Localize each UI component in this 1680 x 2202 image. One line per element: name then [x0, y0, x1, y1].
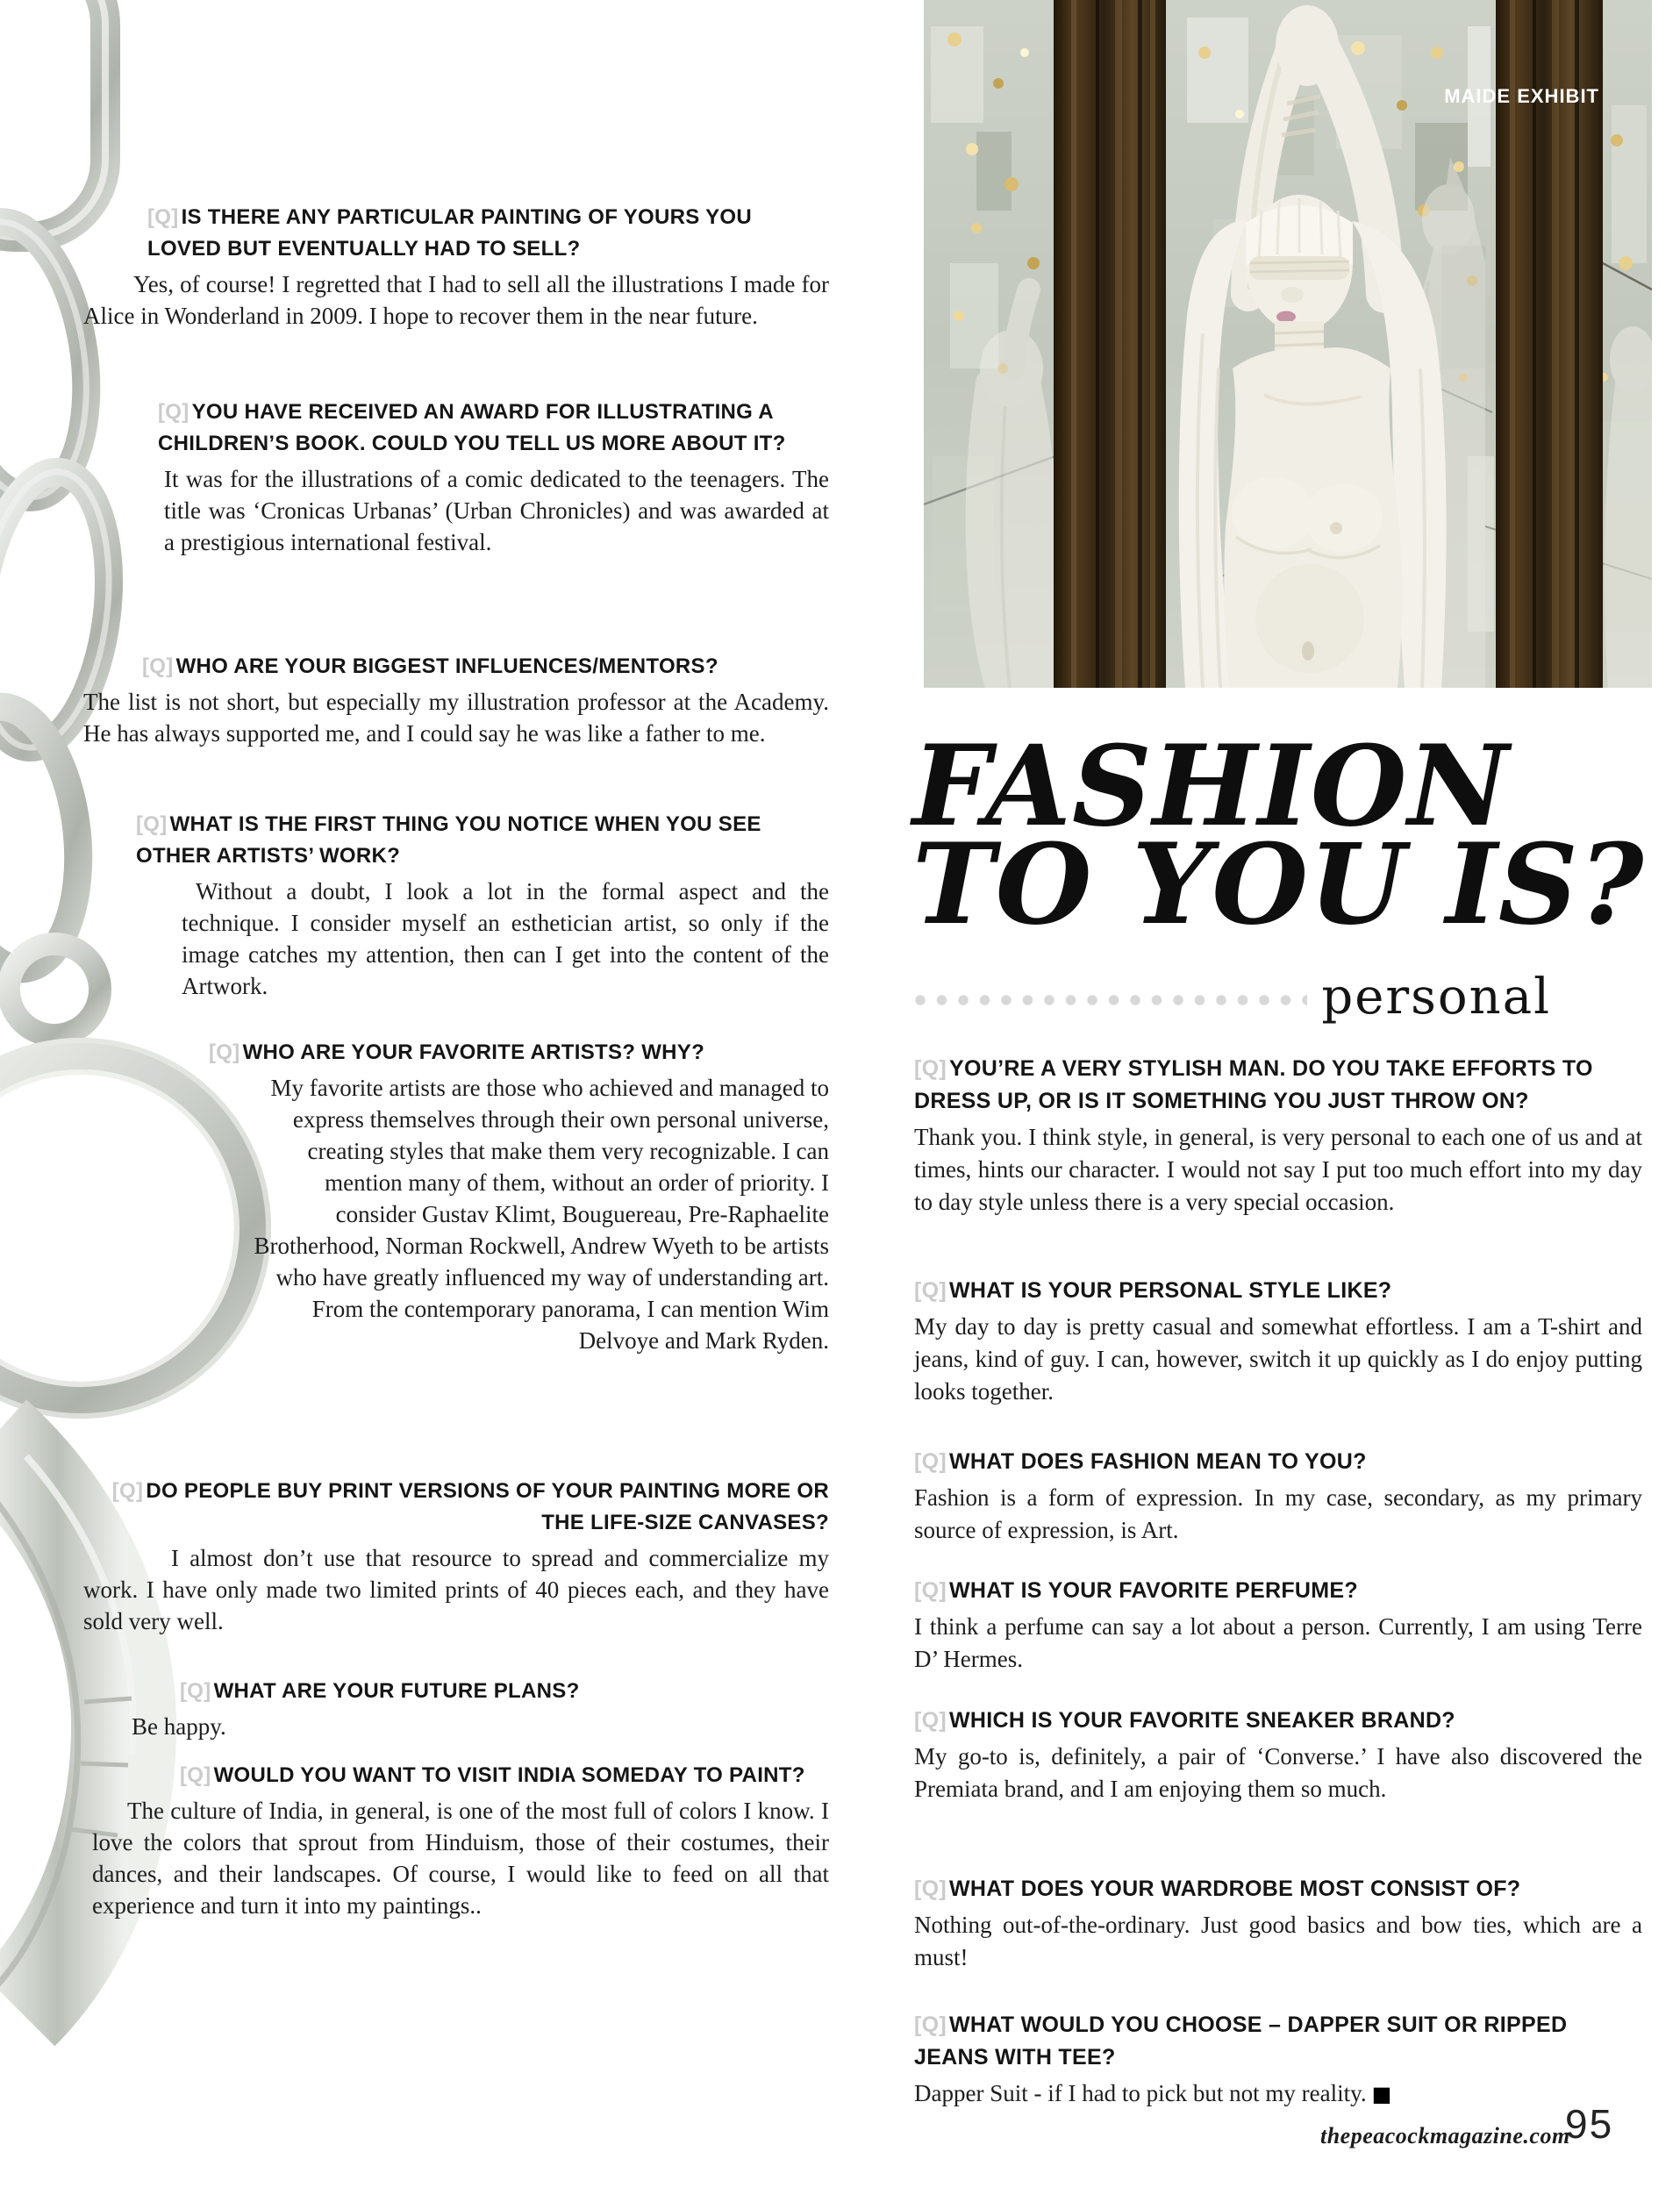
question [83, 1476, 829, 1539]
question [914, 1053, 1642, 1118]
question-text: WHAT DOES FASHION MEAN TO YOU? [949, 1449, 1367, 1474]
question-text: WHAT IS YOUR PERSONAL STYLE LIKE? [949, 1278, 1392, 1303]
qa-block [83, 809, 829, 1002]
photo-caption-label: MAIDE EXHIBIT [1444, 85, 1599, 107]
end-of-article-mark: ■ [1371, 2082, 1392, 2106]
question-text: WHAT DOES YOUR WARDROBE MOST CONSIST OF? [949, 1877, 1521, 1901]
question [147, 202, 829, 265]
q-marker: [Q] [914, 1278, 947, 1303]
q-marker: [Q] [147, 205, 179, 229]
exhibit-photo [924, 0, 1652, 688]
q-marker: [Q] [136, 812, 168, 836]
answer: My favorite artists are those who achieved and managed to express themselves through their own personal universe, creating styles that make them very recognizable. I can mention many of them, without an order of priority. I consider Gustav Klimt, Bouguereau, Pre-Raphaelite Brotherhood, Norman Rockwell, Andrew Wyeth to be artists who have greatly influenced my way of understanding art. From the contemporary panorama, I can mention Wim Delvoye and Mark Ryden. [254, 1075, 829, 1354]
answer [914, 2077, 1642, 2111]
answer: The list is not short, but especially my illustration professor at the Academy. He has always supported me, and I could say he was like a father to me. [83, 689, 829, 747]
qa-block [914, 1705, 1642, 1805]
question [180, 1676, 829, 1707]
q-marker: [Q] [914, 1708, 947, 1733]
question-text: WHAT IS YOUR FAVORITE PERFUME? [949, 1578, 1358, 1603]
q-marker: [Q] [914, 1578, 947, 1603]
question-text: YOU HAVE RECEIVED AN AWARD FOR ILLUSTRATING A CHILDREN’S BOOK. COULD YOU TELL US MORE ABOUT IT? [158, 400, 786, 455]
question [914, 1705, 1642, 1737]
answer: The culture of India, in general, is one of the most full of colors I know. I love the colors that sprout from Hinduism, those of their costumes, their dances, and their landscapes. Of course, I would like to feed on all that experience and turn it into my paintings.. [92, 1798, 829, 1919]
question-text: WHO ARE YOUR BIGGEST INFLUENCES/MENTORS? [175, 654, 718, 678]
answer: Without a doubt, I look a lot in the formal aspect and the technique. I consider myself an esthetician artist, so only if the image catches my attention, then can I get into the content of the Artwork. [182, 878, 829, 999]
qa-block [83, 202, 829, 332]
answer: Thank you. I think style, in general, is very personal to each one of us and at times, hints our character. I would not say I put too much effort into my day to day style unless there is a very special occasion. [914, 1124, 1642, 1215]
dotted-leader [914, 994, 1307, 1006]
answer: Nothing out-of-the-ordinary. Just good basics and bow ties, which are a must! [914, 1912, 1642, 1970]
headline-line1: FASHION [912, 721, 1510, 851]
question [914, 1275, 1642, 1307]
question [914, 1575, 1642, 1607]
question [914, 1873, 1642, 1905]
qa-block [914, 1575, 1642, 1676]
answer: I almost don’t use that resource to spread and commercialize my work. I have only made two limited prints of 40 pieces each, and they have sold very well. [83, 1545, 829, 1634]
answer-text: Dapper Suit - if I had to pick but not my reality. [914, 2080, 1367, 2106]
magazine-website: thepeacockmagazine.com [1320, 2123, 1570, 2148]
question-text: WHO ARE YOUR FAVORITE ARTISTS? WHY? [242, 1040, 705, 1064]
question-text: WOULD YOU WANT TO VISIT INDIA SOMEDAY TO PAINT? [213, 1763, 805, 1787]
question [158, 397, 829, 460]
answer: Fashion is a form of expression. In my case, secondary, as my primary source of expression, is Art. [914, 1484, 1642, 1543]
headline-suffix: personal [1321, 969, 1551, 1026]
q-marker: [Q] [142, 654, 174, 678]
q-marker: [Q] [914, 2013, 947, 2037]
answer: Be happy. [132, 1713, 226, 1740]
qa-block [914, 1446, 1642, 1547]
question [142, 651, 829, 683]
qa-block [83, 1760, 829, 1921]
q-marker: [Q] [914, 1877, 947, 1901]
question-text: WHAT WOULD YOU CHOOSE – DAPPER SUIT OR RIPPED JEANS WITH TEE? [914, 2013, 1568, 2070]
question-text: YOU’RE A VERY STYLISH MAN. DO YOU TAKE EFFORTS TO DRESS UP, OR IS IT SOMETHING YOU JUST THROW ON? [914, 1056, 1593, 1113]
answer: I think a perfume can say a lot about a person. Currently, I am using Terre D’ Hermes. [914, 1613, 1642, 1672]
qa-block [83, 1037, 829, 1356]
answer: My go-to is, definitely, a pair of ‘Converse.’ I have also discovered the Premiata brand, and I am enjoying them so much. [914, 1743, 1642, 1802]
headline-line2: TO YOU IS? [912, 819, 1645, 949]
qa-block [83, 1476, 829, 1637]
q-marker: [Q] [914, 1056, 947, 1081]
q-marker: [Q] [158, 400, 189, 424]
qa-block [83, 651, 829, 749]
qa-block [914, 1275, 1642, 1408]
q-marker: [Q] [914, 1449, 947, 1474]
q-marker: [Q] [111, 1479, 144, 1503]
answer: My day to day is pretty casual and somewhat effortless. I am a T-shirt and jeans, kind of guy. I can, however, switch it up quickly as I do enjoy putting looks together. [914, 1313, 1642, 1405]
answer: Yes, of course! I regretted that I had to sell all the illustrations I made for Alice in Wonderland in 2009. I hope to recover them in the near future. [83, 271, 829, 329]
page-number: 95 [1565, 2101, 1614, 2147]
question [136, 809, 829, 872]
qa-block [83, 397, 829, 558]
q-marker: [Q] [180, 1679, 211, 1703]
qa-block [914, 2009, 1642, 2111]
question [914, 1446, 1642, 1478]
question-text: IS THERE ANY PARTICULAR PAINTING OF YOURS YOU LOVED BUT EVENTUALLY HAD TO SELL? [147, 205, 753, 261]
question-text: DO PEOPLE BUY PRINT VERSIONS OF YOUR PAINTING MORE OR THE LIFE-SIZE CANVASES? [146, 1479, 829, 1534]
q-marker: [Q] [180, 1763, 211, 1787]
question-text: WHAT ARE YOUR FUTURE PLANS? [213, 1679, 580, 1703]
qa-block [914, 1053, 1642, 1219]
headline [912, 721, 1667, 949]
question-text: WHAT IS THE FIRST THING YOU NOTICE WHEN YOU SEE OTHER ARTISTS’ WORK? [136, 812, 761, 868]
question-text: WHICH IS YOUR FAVORITE SNEAKER BRAND? [949, 1708, 1455, 1733]
question [138, 1760, 829, 1791]
question [209, 1037, 829, 1069]
headline-tagline [914, 969, 1551, 1026]
answer: It was for the illustrations of a comic dedicated to the teenagers. The title was ‘Cronicas Urbanas’ (Urban Chronicles) and was awarded at a prestigious international festival. [164, 466, 829, 555]
q-marker: [Q] [209, 1040, 240, 1064]
qa-block [83, 1676, 829, 1742]
question [914, 2009, 1642, 2074]
qa-block [914, 1873, 1642, 1974]
